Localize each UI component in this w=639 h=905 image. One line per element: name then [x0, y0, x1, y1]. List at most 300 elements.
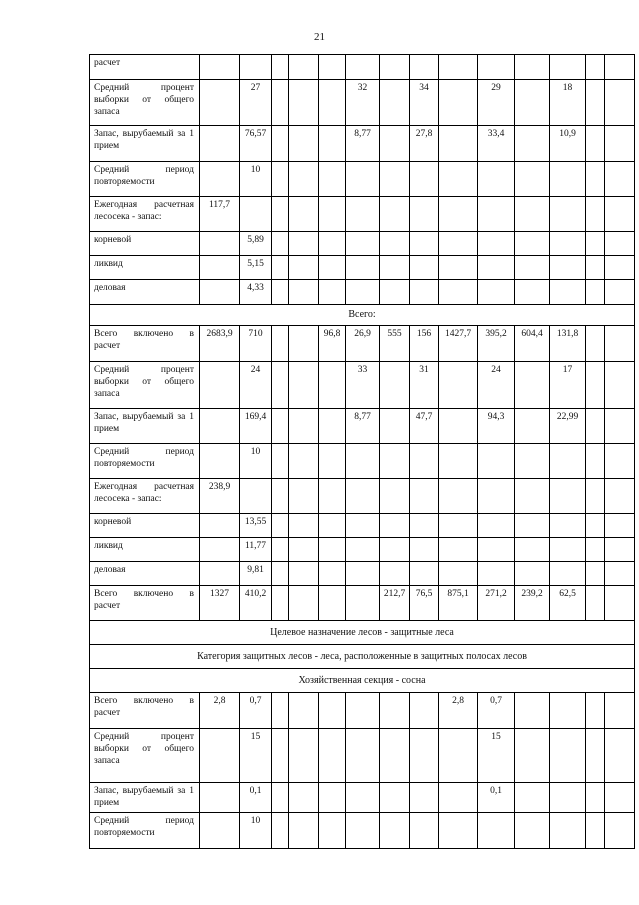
table-cell: 710 [240, 326, 272, 362]
table-cell [478, 55, 515, 80]
table-cell: 8,77 [346, 409, 380, 444]
table-cell: 169,4 [240, 409, 272, 444]
table-cell [380, 126, 410, 162]
table-cell [605, 479, 635, 514]
table-cell [272, 444, 289, 479]
table-cell [319, 197, 346, 232]
table-cell [478, 813, 515, 849]
table-cell [200, 813, 240, 849]
table-cell: 0,1 [478, 783, 515, 813]
table-row [90, 514, 635, 538]
table-cell [346, 538, 380, 562]
table-cell [346, 693, 380, 729]
row-label: Средний процент выборки от общего запаса [90, 80, 200, 126]
table-cell [289, 729, 319, 783]
table-cell [289, 162, 319, 197]
table-cell [289, 586, 319, 621]
table-cell [380, 693, 410, 729]
table-cell: 34 [410, 80, 439, 126]
table-cell [515, 693, 550, 729]
table-cell [439, 280, 478, 305]
table-cell [272, 538, 289, 562]
table-cell [410, 514, 439, 538]
table-cell [605, 197, 635, 232]
table-cell: 5,15 [240, 256, 272, 280]
table-cell [439, 362, 478, 409]
table-cell [586, 514, 605, 538]
table-cell [605, 55, 635, 80]
table-cell [586, 693, 605, 729]
table-cell [439, 256, 478, 280]
table-cell [346, 586, 380, 621]
table-cell [605, 538, 635, 562]
table-cell [410, 197, 439, 232]
table-cell [515, 444, 550, 479]
row-label: Средний процент выборки от общего запаса [90, 729, 200, 783]
table-cell [346, 562, 380, 586]
table-row [90, 586, 635, 621]
table-cell [605, 514, 635, 538]
row-label: Средний период повторяемости [90, 162, 200, 197]
table-cell: 18 [550, 80, 586, 126]
table-cell: 17 [550, 362, 586, 409]
table-cell [605, 80, 635, 126]
table-row [90, 783, 635, 813]
table-cell [380, 197, 410, 232]
table-cell: 10,9 [550, 126, 586, 162]
table-cell [605, 409, 635, 444]
row-label: Всего включено в расчет [90, 326, 200, 362]
table-cell [550, 813, 586, 849]
table-cell [478, 197, 515, 232]
table-row [90, 126, 635, 162]
table-cell [272, 362, 289, 409]
table-cell [478, 256, 515, 280]
table-cell [346, 813, 380, 849]
table-cell [586, 538, 605, 562]
row-label: Всего включено в расчет [90, 693, 200, 729]
table-cell [319, 162, 346, 197]
table-cell [515, 80, 550, 126]
table-row [90, 55, 635, 80]
table-cell [380, 514, 410, 538]
table-cell [272, 326, 289, 362]
table-cell [439, 197, 478, 232]
table-cell [586, 197, 605, 232]
table-cell [346, 162, 380, 197]
table-cell: 212,7 [380, 586, 410, 621]
table-cell [346, 197, 380, 232]
table-cell [605, 693, 635, 729]
table-cell [200, 783, 240, 813]
table-cell [410, 280, 439, 305]
table-cell [605, 586, 635, 621]
table-cell [605, 444, 635, 479]
table-cell [478, 444, 515, 479]
table-cell [380, 280, 410, 305]
table-cell [200, 729, 240, 783]
table-cell [380, 538, 410, 562]
section-heading: Хозяйственная секция - сосна [90, 669, 635, 693]
table-cell: 0,1 [240, 783, 272, 813]
table-cell [586, 280, 605, 305]
table-cell [515, 232, 550, 256]
table-cell [319, 693, 346, 729]
table-cell [319, 538, 346, 562]
table-cell: 24 [478, 362, 515, 409]
table-cell: 27 [240, 80, 272, 126]
row-label: Ежегодная расчетная лесосека - запас: [90, 479, 200, 514]
table-cell [586, 162, 605, 197]
table-cell [586, 326, 605, 362]
table-cell [410, 55, 439, 80]
table-cell: 1327 [200, 586, 240, 621]
table-cell [586, 55, 605, 80]
table-cell [605, 126, 635, 162]
table-cell [240, 197, 272, 232]
table-cell: 4,33 [240, 280, 272, 305]
table-cell [289, 444, 319, 479]
table-cell [410, 538, 439, 562]
table-cell [605, 326, 635, 362]
table-cell [380, 232, 410, 256]
table-cell: 31 [410, 362, 439, 409]
table-cell [289, 80, 319, 126]
table-cell [586, 729, 605, 783]
table-cell [478, 280, 515, 305]
row-label: ликвид [90, 538, 200, 562]
forest-allowance-table [89, 54, 635, 849]
table-cell [200, 80, 240, 126]
table-cell [515, 729, 550, 783]
section-heading: Всего: [90, 305, 635, 326]
table-cell [319, 126, 346, 162]
table-cell [272, 586, 289, 621]
table-cell [586, 256, 605, 280]
table-cell [200, 362, 240, 409]
table-cell: 24 [240, 362, 272, 409]
table-cell [410, 693, 439, 729]
table-cell [380, 729, 410, 783]
table-cell [289, 693, 319, 729]
table-cell [605, 783, 635, 813]
table-cell: 555 [380, 326, 410, 362]
section-row [90, 621, 635, 645]
table-cell [410, 562, 439, 586]
section-heading: Категория защитных лесов - леса, расположенные в защитных полосах лесов [90, 645, 635, 669]
table-row [90, 538, 635, 562]
table-cell [478, 162, 515, 197]
table-cell [586, 232, 605, 256]
table-cell [346, 55, 380, 80]
table-cell [410, 232, 439, 256]
table-cell: 76,5 [410, 586, 439, 621]
table-cell: 47,7 [410, 409, 439, 444]
table-cell [319, 256, 346, 280]
table-cell [319, 783, 346, 813]
table-cell: 27,8 [410, 126, 439, 162]
table-cell [272, 479, 289, 514]
table-cell [272, 409, 289, 444]
table-cell [319, 409, 346, 444]
table-cell: 10 [240, 813, 272, 849]
table-cell [439, 126, 478, 162]
page-number: 21 [314, 31, 325, 43]
row-label: Запас, вырубаемый за 1 прием [90, 409, 200, 444]
table-cell [586, 783, 605, 813]
table-cell: 604,4 [515, 326, 550, 362]
table-row [90, 197, 635, 232]
table-cell [550, 562, 586, 586]
table-cell [550, 256, 586, 280]
table-cell [478, 562, 515, 586]
row-label: корневой [90, 232, 200, 256]
table-cell: 156 [410, 326, 439, 362]
table-cell [272, 162, 289, 197]
table-cell [605, 256, 635, 280]
table-cell [515, 55, 550, 80]
table-cell [380, 783, 410, 813]
table-cell: 76,57 [240, 126, 272, 162]
table-cell [515, 256, 550, 280]
row-label: Ежегодная расчетная лесосека - запас: [90, 197, 200, 232]
table-cell [380, 55, 410, 80]
table-cell [605, 562, 635, 586]
table-cell [272, 514, 289, 538]
table-cell [319, 80, 346, 126]
table-cell [410, 444, 439, 479]
table-cell [289, 232, 319, 256]
table-cell [586, 362, 605, 409]
table-cell [272, 729, 289, 783]
table-cell [289, 280, 319, 305]
table-cell: 5,89 [240, 232, 272, 256]
table-cell [289, 55, 319, 80]
table-cell: 0,7 [478, 693, 515, 729]
table-cell [478, 479, 515, 514]
table-cell [200, 256, 240, 280]
table-cell [550, 444, 586, 479]
row-label: расчет [90, 55, 200, 80]
table-cell [346, 783, 380, 813]
table-cell [550, 280, 586, 305]
table-cell [410, 813, 439, 849]
table-cell: 62,5 [550, 586, 586, 621]
table-cell [200, 444, 240, 479]
table-cell [319, 362, 346, 409]
table-cell [346, 444, 380, 479]
table-cell [515, 197, 550, 232]
table-cell: 33 [346, 362, 380, 409]
table-cell [272, 562, 289, 586]
table-cell [605, 813, 635, 849]
table-cell [346, 514, 380, 538]
table-cell [478, 538, 515, 562]
table-cell [380, 162, 410, 197]
table-cell: 238,9 [200, 479, 240, 514]
table-row [90, 326, 635, 362]
table-cell [515, 362, 550, 409]
row-label: Запас, вырубаемый за 1 прием [90, 783, 200, 813]
table-cell [319, 813, 346, 849]
table-cell [586, 479, 605, 514]
table-cell [200, 538, 240, 562]
table-cell: 32 [346, 80, 380, 126]
table-cell [550, 55, 586, 80]
table-row [90, 280, 635, 305]
table-row [90, 409, 635, 444]
table-cell [319, 444, 346, 479]
table-cell [515, 538, 550, 562]
table-cell [550, 162, 586, 197]
table-cell [515, 126, 550, 162]
table-cell [240, 55, 272, 80]
table-cell: 0,7 [240, 693, 272, 729]
table-cell [346, 729, 380, 783]
section-row [90, 305, 635, 326]
table-cell [289, 783, 319, 813]
table-cell [272, 55, 289, 80]
table-cell [550, 479, 586, 514]
table-cell [439, 80, 478, 126]
table-cell [319, 232, 346, 256]
table-row [90, 693, 635, 729]
table-cell [319, 479, 346, 514]
table-cell [439, 409, 478, 444]
table-row [90, 479, 635, 514]
table-cell [272, 813, 289, 849]
table-cell [515, 514, 550, 538]
table-cell: 13,55 [240, 514, 272, 538]
table-cell [319, 586, 346, 621]
table-cell [605, 162, 635, 197]
table-cell [550, 197, 586, 232]
row-label: ликвид [90, 256, 200, 280]
table-cell [200, 55, 240, 80]
table-cell [200, 232, 240, 256]
table-cell [586, 813, 605, 849]
table-cell: 2683,9 [200, 326, 240, 362]
table-cell [289, 562, 319, 586]
table-row [90, 162, 635, 197]
table-cell: 410,2 [240, 586, 272, 621]
table-cell [240, 479, 272, 514]
table-cell [272, 693, 289, 729]
table-cell [439, 729, 478, 783]
table-cell: 131,8 [550, 326, 586, 362]
table-row [90, 813, 635, 849]
table-cell: 8,77 [346, 126, 380, 162]
table-cell: 1427,7 [439, 326, 478, 362]
table-cell [605, 280, 635, 305]
table-cell [515, 783, 550, 813]
row-label: Средний процент выборки от общего запаса [90, 362, 200, 409]
table-cell [605, 362, 635, 409]
table-cell: 29 [478, 80, 515, 126]
table-cell [550, 538, 586, 562]
table-cell [319, 280, 346, 305]
table-cell [289, 538, 319, 562]
table-cell [410, 783, 439, 813]
table-cell [478, 514, 515, 538]
table-cell [410, 256, 439, 280]
table-cell [605, 729, 635, 783]
table-cell: 117,7 [200, 197, 240, 232]
table-cell [289, 256, 319, 280]
table-cell: 22,99 [550, 409, 586, 444]
table-cell [200, 280, 240, 305]
table-cell [586, 409, 605, 444]
table-cell [380, 80, 410, 126]
table-cell: 2,8 [439, 693, 478, 729]
table-cell [439, 232, 478, 256]
table-cell [380, 409, 410, 444]
row-label: Всего включено в расчет [90, 586, 200, 621]
table-cell [319, 55, 346, 80]
table-cell [346, 232, 380, 256]
table-cell: 239,2 [515, 586, 550, 621]
table-cell [515, 280, 550, 305]
table-cell [380, 813, 410, 849]
table-cell [272, 280, 289, 305]
table-cell [200, 126, 240, 162]
row-label: деловая [90, 280, 200, 305]
table-cell [550, 693, 586, 729]
table-cell [515, 162, 550, 197]
table-cell [289, 362, 319, 409]
table-cell [586, 562, 605, 586]
table-cell [289, 197, 319, 232]
table-cell [515, 479, 550, 514]
table-cell [410, 729, 439, 783]
table-cell [550, 232, 586, 256]
table-cell: 26,9 [346, 326, 380, 362]
table-cell [289, 126, 319, 162]
table-cell: 15 [240, 729, 272, 783]
table-cell [439, 479, 478, 514]
table-cell [550, 783, 586, 813]
table-cell: 395,2 [478, 326, 515, 362]
row-label: корневой [90, 514, 200, 538]
table-row [90, 80, 635, 126]
table-cell [289, 409, 319, 444]
table-cell [272, 197, 289, 232]
table-cell [200, 409, 240, 444]
row-label: Средний период повторяемости [90, 813, 200, 849]
table-row [90, 362, 635, 409]
table-cell [272, 80, 289, 126]
table-cell [478, 232, 515, 256]
table-cell: 10 [240, 162, 272, 197]
table-cell: 96,8 [319, 326, 346, 362]
section-row [90, 669, 635, 693]
table-cell [439, 562, 478, 586]
table-row [90, 256, 635, 280]
table-cell [550, 729, 586, 783]
table-cell [272, 783, 289, 813]
table-cell [439, 55, 478, 80]
table-cell [289, 479, 319, 514]
table-cell [439, 813, 478, 849]
table-cell [586, 586, 605, 621]
table-cell [200, 562, 240, 586]
table-cell: 15 [478, 729, 515, 783]
table-cell [272, 126, 289, 162]
table-cell: 271,2 [478, 586, 515, 621]
row-label: Средний период повторяемости [90, 444, 200, 479]
table-cell [515, 562, 550, 586]
table-row [90, 562, 635, 586]
